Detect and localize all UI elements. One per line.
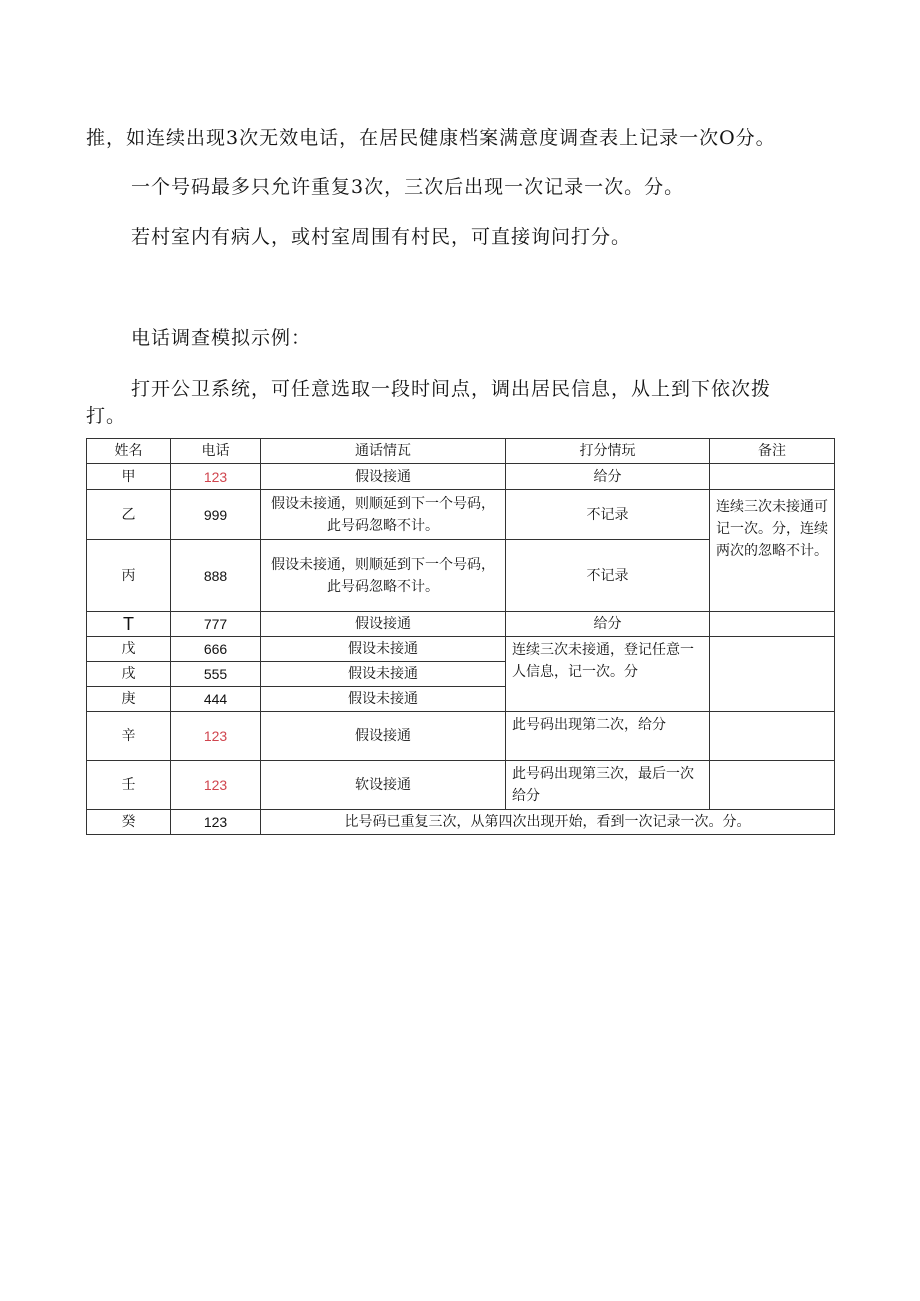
table-header-row bbox=[87, 439, 835, 464]
header-call-status: 通话情瓦 bbox=[261, 439, 506, 464]
cell-phone: 123 bbox=[171, 464, 261, 490]
cell-name: 辛 bbox=[87, 712, 171, 761]
cell-phone: 888 bbox=[171, 540, 261, 612]
cell-phone: 666 bbox=[171, 637, 261, 662]
cell-phone: 777 bbox=[171, 612, 261, 637]
cell-name: 庚 bbox=[87, 687, 171, 712]
cell-note bbox=[710, 637, 835, 712]
table-row bbox=[87, 612, 835, 637]
paragraph-3: 若村室内有病人，或村室周围有村民，可直接询问打分。 bbox=[131, 226, 632, 248]
paragraph-6: 打。 bbox=[86, 405, 127, 427]
table-row bbox=[87, 810, 835, 835]
header-name: 姓名 bbox=[87, 439, 171, 464]
cell-phone: 444 bbox=[171, 687, 261, 712]
header-phone: 电话 bbox=[171, 439, 261, 464]
cell-score: 此号码出现第二次，给分 bbox=[506, 712, 710, 761]
paragraph-5: 打开公卫系统，可任意选取一段时间点，调出居民信息，从上到下依次拨 bbox=[131, 378, 772, 400]
cell-phone: 123 bbox=[171, 712, 261, 761]
cell-phone: 123 bbox=[171, 810, 261, 835]
cell-score: 不记录 bbox=[506, 540, 710, 612]
table-row bbox=[87, 464, 835, 490]
cell-name: 乙 bbox=[87, 490, 171, 540]
cell-call: 假设未接通 bbox=[261, 637, 506, 662]
cell-call: 软设接通 bbox=[261, 761, 506, 810]
cell-name: 癸 bbox=[87, 810, 171, 835]
cell-score: 此号码出现第三次，最后一次给分 bbox=[506, 761, 710, 810]
cell-score: 给分 bbox=[506, 612, 710, 637]
cell-phone: 999 bbox=[171, 490, 261, 540]
table-row bbox=[87, 712, 835, 761]
cell-phone: 555 bbox=[171, 662, 261, 687]
paragraph-1: 推，如连续出现3次无效电话，在居民健康档案满意度调查表上记录一次O分。 bbox=[86, 127, 776, 149]
section-heading: 电话调查模拟示例： bbox=[131, 327, 312, 349]
cell-call: 假设未接通 bbox=[261, 687, 506, 712]
cell-name: 甲 bbox=[87, 464, 171, 490]
header-note: 备注 bbox=[710, 439, 835, 464]
cell-name: T bbox=[87, 612, 171, 637]
cell-note bbox=[710, 761, 835, 810]
cell-note bbox=[710, 464, 835, 490]
cell-score: 给分 bbox=[506, 464, 710, 490]
header-score-status: 打分情玩 bbox=[506, 439, 710, 464]
cell-name: 戌 bbox=[87, 662, 171, 687]
cell-call: 假设未接通，则顺延到下一个号码，此号码忽略不计。 bbox=[261, 540, 506, 612]
table-row bbox=[87, 490, 835, 540]
cell-merged-note: 比号码已重复三次，从第四次出现开始，看到一次记录一次。分。 bbox=[261, 810, 835, 835]
cell-call: 假设未接通 bbox=[261, 662, 506, 687]
cell-name: 丙 bbox=[87, 540, 171, 612]
table-row bbox=[87, 761, 835, 810]
cell-name: 壬 bbox=[87, 761, 171, 810]
cell-score: 连续三次未接通，登记任意一人信息，记一次。分 bbox=[506, 637, 710, 712]
paragraph-2: 一个号码最多只允许重复3次，三次后出现一次记录一次。分。 bbox=[131, 176, 685, 198]
cell-note: 连续三次未接通可记一次。分，连续两次的忽略不计。 bbox=[710, 490, 835, 612]
cell-name: 戊 bbox=[87, 637, 171, 662]
cell-call: 假设接通 bbox=[261, 612, 506, 637]
cell-note bbox=[710, 612, 835, 637]
table-row bbox=[87, 637, 835, 662]
call-example-table bbox=[86, 438, 835, 835]
cell-call: 假设接通 bbox=[261, 712, 506, 761]
cell-phone: 123 bbox=[171, 761, 261, 810]
cell-score: 不记录 bbox=[506, 490, 710, 540]
cell-call: 假设接通 bbox=[261, 464, 506, 490]
cell-call: 假设未接通，则顺延到下一个号码，此号码忽略不计。 bbox=[261, 490, 506, 540]
cell-note bbox=[710, 712, 835, 761]
